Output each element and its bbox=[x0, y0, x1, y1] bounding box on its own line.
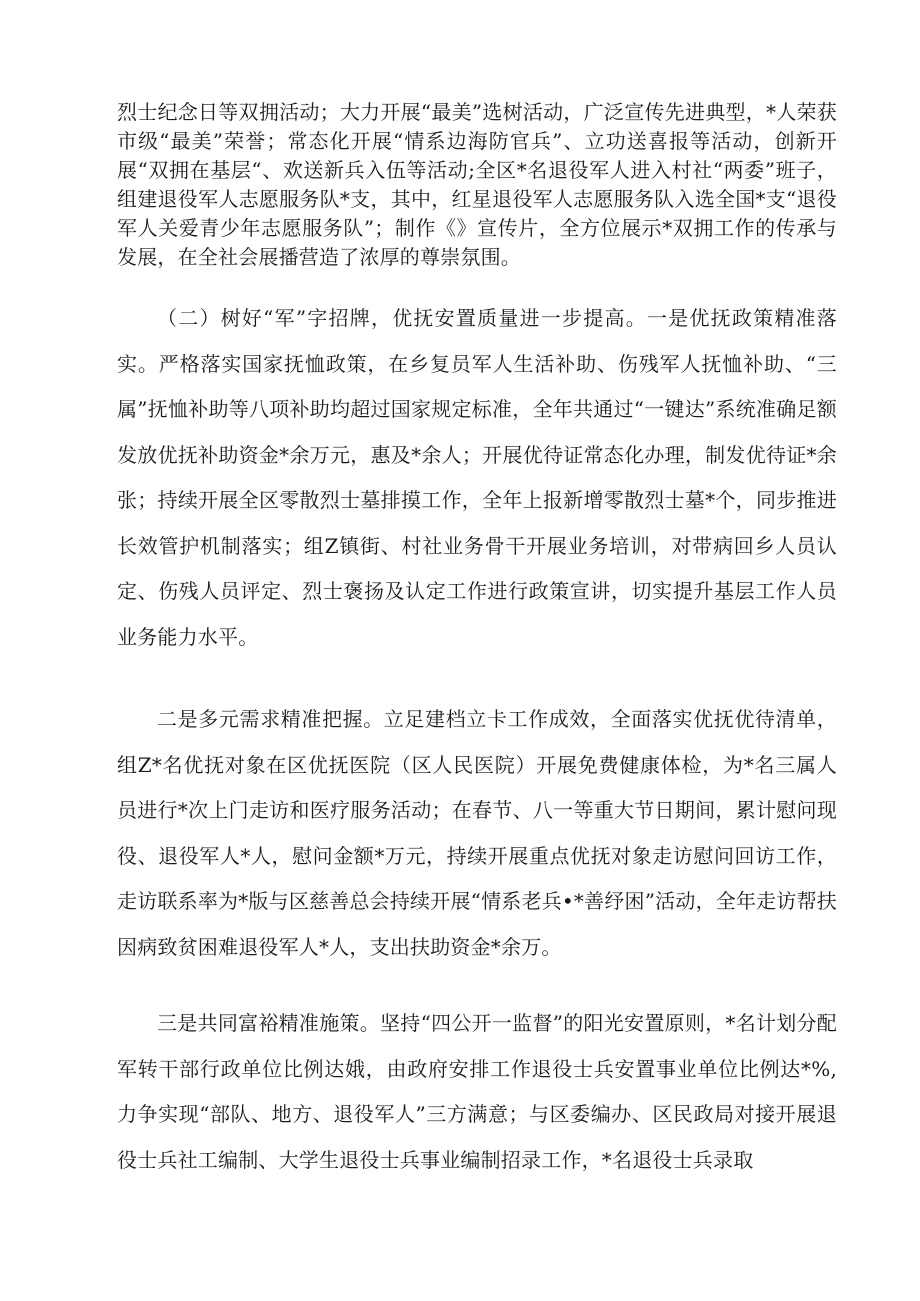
paragraph-preferential-policy: （二）树好“军”字招牌，优抚安置质量进一步提高。一是优抚政策精准落实。严格落实国家抚恤政策，在乡复员军人生活补助、伤残军人抚恤补助、“三属”抚恤补助等八项补助均超过国家规定标准，全年共通过“一键达”系统准确足额发放优抚补助资金*余万元，惠及*余人；开展优待证常态化办理，制发优待证*余张；持续开展全区零散烈士墓排摸工作，全年上报新增零散烈士墓*个，同步推进长效管护机制落实；组Z镇街、村社业务骨干开展业务培训，对带病回乡人员认定、伤残人员评定、烈士褒扬及认定工作进行政策宣讲，切实提升基层工作人员业务能力水平。 bbox=[117, 306, 837, 649]
paragraph-double-support-activities: 烈士纪念日等双拥活动；大力开展“最美”选树活动，广泛宣传先进典型，*人荣获市级“最美”荣誉；常态化开展“情系边海防官兵”、立功送喜报等活动，创新开展“双拥在基层“、欢送新兵入伍等活动;全区*名退役军人进入村社“两委”班子，组建退役军人志愿服务队*支，其中，红星退役军人志愿服务队入选全国*支“退役军人关爱青少年志愿服务队”；制作《》宣传片，全方位展示*双拥工作的传承与发展，在全社会展播营造了浓厚的尊崇氛围。 bbox=[117, 100, 837, 269]
paragraph-common-prosperity: 三是共同富裕精准施策。坚持“四公开一监督”的阳光安置原则，*名计划分配军转干部行政单位比例达娥，由政府安排工作退役士兵安置事业单位比例达*%,力争实现“部队、地方、退役军人”三方满意；与区委编办、区民政局对接开展退役士兵社工编制、大学生退役士兵事业编制招录工作，*名退役士兵录取 bbox=[117, 1011, 837, 1172]
paragraph-diverse-needs: 二是多元需求精准把握。立足建档立卡工作成效，全面落实优抚优待清单，组Z*名优抚对象在区优抚医院（区人民医院）开展免费健康体检，为*名三属人员进行*次上门走访和医疗服务活动；在春节、八一等重大节日期间，累计慰问现役、退役军人*人，慰问金额*万元，持续开展重点优抚对象走访慰问回访工作，走访联系率为*版与区慈善总会持续开展“情系老兵•*善纾困”活动，全年走访帮扶因病致贫困难退役军人*人，支出扶助资金*余万。 bbox=[117, 707, 837, 959]
